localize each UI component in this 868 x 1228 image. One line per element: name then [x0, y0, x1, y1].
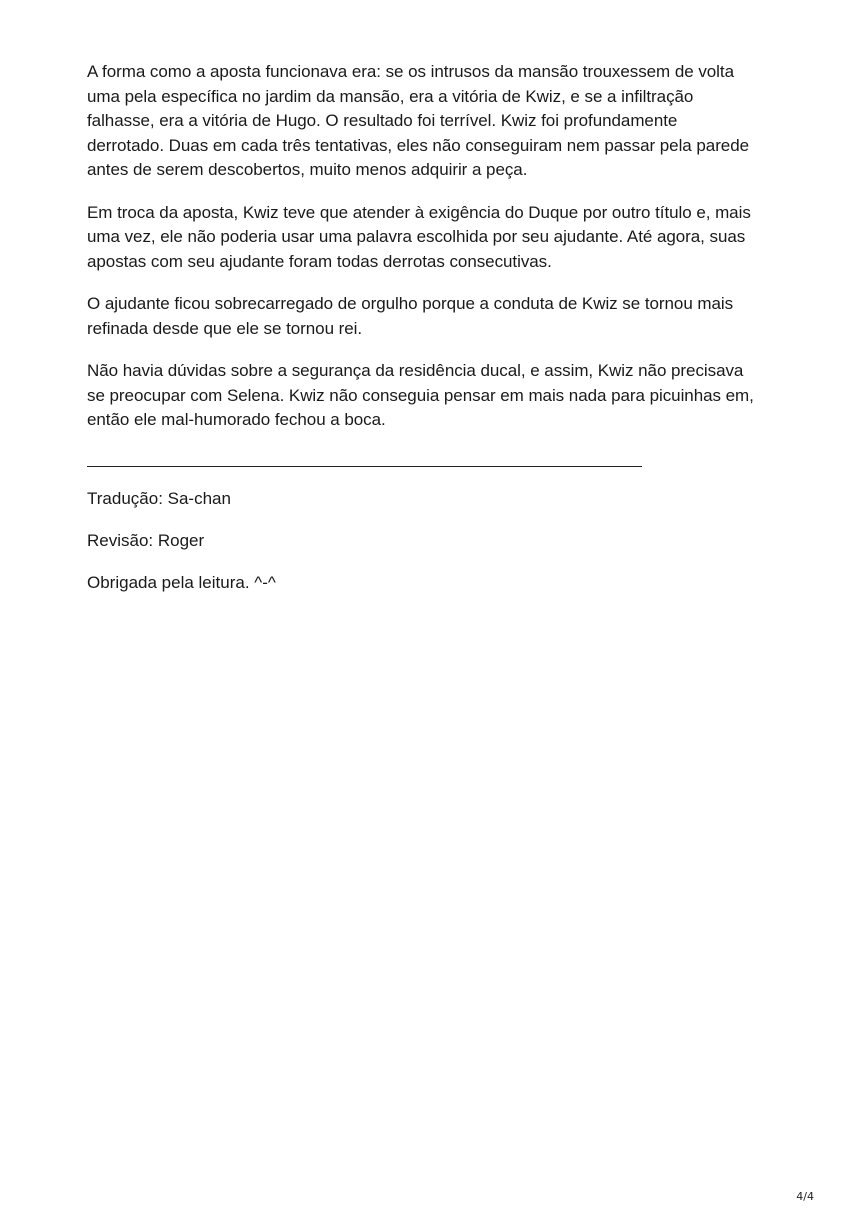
paragraph-2: Em troca da aposta, Kwiz teve que atender à exigência do Duque por outro título e, mais uma vez, ele não poderia usar uma palavra escolhida por seu ajudante. Até agora, suas apostas com seu ajudante foram todas derrotas consecutivas. — [87, 202, 751, 271]
thanks-note: Obrigada pela leitura. ^-^ — [87, 572, 276, 592]
document-page — [87, 60, 787, 613]
paragraph-1: A forma como a aposta funcionava era: se os intrusos da mansão trouxessem de volta uma pela específica no jardim da mansão, era a vitória de Kwiz, e se a infiltração falhasse, era a vitória de Hugo. O resultado foi terrível. Kwiz foi profundamente derrotado. Duas em cada três tentativas, eles não conseguiram nem passar pela parede antes de serem descobertos, muito menos adquirir a peça. — [87, 62, 750, 179]
paragraph-3: O ajudante ficou sobrecarregado de orgulho porque a conduta de Kwiz se tornou mais refinada desde que ele se tornou rei. — [87, 294, 734, 338]
paragraph-4: Não havia dúvidas sobre a segurança da residência ducal, e assim, Kwiz não precisava se preocupar com Selena. Kwiz não conseguia pensar em mais nada para picuinhas em, então ele mal-humorado fechou a boca. — [87, 361, 754, 429]
page-number: 4/4 — [796, 1190, 814, 1203]
section-divider — [87, 466, 642, 467]
revision-credit: Revisão: Roger — [87, 530, 205, 550]
translation-credit: Tradução: Sa-chan — [87, 488, 231, 508]
